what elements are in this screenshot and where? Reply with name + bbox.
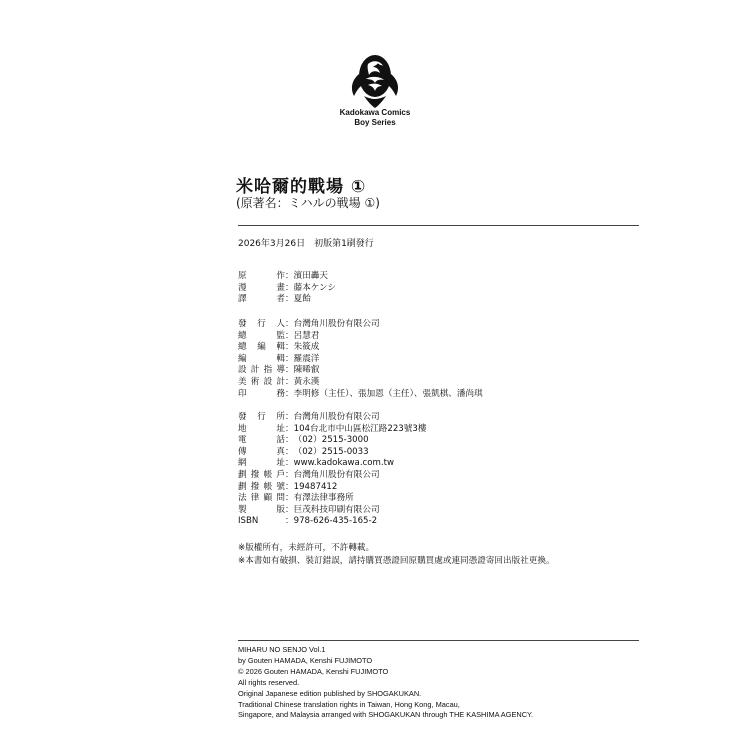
credit-label: 漫 畫 bbox=[238, 282, 285, 293]
credit-label: 地 址 bbox=[238, 423, 285, 434]
credit-value: （02）2515-3000 bbox=[293, 435, 369, 446]
credit-label: 美術設計 bbox=[238, 376, 285, 387]
credit-label: 總 監 bbox=[238, 330, 285, 341]
credit-value: 濱田轟天 bbox=[293, 271, 328, 281]
credit-row: 電 話 ： （02）2515-3000 bbox=[238, 435, 369, 446]
credit-label: 印 務 bbox=[238, 388, 285, 399]
credit-row: 美術設計 ： 黃永漢 bbox=[238, 376, 320, 387]
credit-row: 劃撥帳號 ： 19487412 bbox=[238, 481, 338, 492]
print-date: 2026年3月26日 初版第1刷發行 bbox=[238, 239, 374, 249]
credit-row: 設計指導 ： 陳晞叡 bbox=[238, 365, 320, 376]
credit-row: 發行所 ： 台灣角川股份有限公司 bbox=[238, 412, 380, 422]
credit-label: 總編輯 bbox=[238, 342, 285, 353]
credit-label: 法律顧問 bbox=[238, 493, 285, 504]
credit-value: www.kadokawa.com.tw bbox=[293, 458, 395, 469]
credit-value: 有澤法律事務所 bbox=[293, 493, 354, 504]
credit-label: 原 作 bbox=[238, 271, 285, 281]
credit-value: 104台北市中山區松江路223號3樓 bbox=[293, 423, 427, 434]
credit-row: ISBN ： 978-626-435-165-2 bbox=[238, 516, 378, 527]
credit-label: 發行所 bbox=[238, 412, 285, 422]
english-line: All rights reserved. bbox=[238, 677, 300, 687]
credit-label: 製 版 bbox=[238, 504, 285, 515]
english-line: Original Japanese edition published by SHOGAKUKAN. bbox=[238, 688, 422, 698]
original-title: (原著名：ミハルの戦場 ①) bbox=[236, 196, 380, 210]
credit-row: 發行人 ： 台灣角川股份有限公司 bbox=[238, 319, 380, 329]
credit-value: 巨茂科技印刷有限公司 bbox=[293, 504, 380, 515]
english-line: by Gouten HAMADA, Kenshi FUJIMOTO bbox=[238, 655, 373, 665]
divider-top bbox=[238, 225, 639, 226]
english-line: MIHARU NO SENJO Vol.1 bbox=[238, 645, 326, 654]
credit-value: 台灣角川股份有限公司 bbox=[293, 469, 380, 480]
credit-label: 網 址 bbox=[238, 458, 285, 469]
phoenix-emblem-icon bbox=[342, 52, 408, 110]
credit-row: 編 輯 ： 羅震洋 bbox=[238, 353, 320, 364]
credit-value: 黃永漢 bbox=[293, 376, 320, 387]
credit-row: 印 務 ： 李明修（主任）、張加恩（主任）、張凱棋、潘尚琪 bbox=[238, 388, 483, 399]
english-line: Singapore, and Malaysia arranged with SHOGAKUKAN through THE KASHIMA AGENCY. bbox=[238, 710, 534, 720]
credit-value: 978-626-435-165-2 bbox=[293, 516, 378, 527]
credit-label: 編 輯 bbox=[238, 353, 285, 364]
credit-label: 電 話 bbox=[238, 435, 285, 446]
credit-label: 劃撥帳戶 bbox=[238, 469, 285, 480]
note-line: ※版權所有，未經許可，不許轉載。 bbox=[238, 543, 375, 553]
credit-row: 總編輯 ： 朱筱成 bbox=[238, 342, 320, 353]
credit-label: 劃撥帳號 bbox=[238, 481, 285, 492]
credit-value: 台灣角川股份有限公司 bbox=[293, 412, 380, 422]
credit-value: 李明修（主任）、張加恩（主任）、張凱棋、潘尚琪 bbox=[293, 388, 483, 399]
credit-label: ISBN bbox=[238, 516, 259, 527]
credits-staff bbox=[238, 319, 483, 400]
credit-row: 傳 真 ： （02）2515-0033 bbox=[238, 446, 369, 457]
credit-value: 朱筱成 bbox=[293, 342, 320, 353]
brand-line-kadokawa-comics: Kadokawa Comics bbox=[339, 108, 411, 117]
credit-label: 譯 者 bbox=[238, 294, 285, 305]
english-line: Traditional Chinese translation rights in Taiwan, Hong Kong, Macau, bbox=[238, 699, 460, 709]
brand-line-boy-series: Boy Series bbox=[354, 118, 396, 127]
credit-value: 呂慧君 bbox=[293, 330, 320, 341]
credit-value: 陳晞叡 bbox=[293, 365, 320, 376]
credit-value: 羅震洋 bbox=[293, 353, 320, 364]
divider-bottom bbox=[238, 640, 639, 641]
credit-row: 製 版 ： 巨茂科技印刷有限公司 bbox=[238, 504, 380, 515]
credit-row: 譯 者 ： 夏飴 bbox=[238, 294, 311, 305]
credit-value: 19487412 bbox=[293, 481, 338, 492]
credit-label: 設計指導 bbox=[238, 365, 285, 376]
credit-label: 發行人 bbox=[238, 319, 285, 329]
credits-authors bbox=[238, 271, 336, 306]
credit-row: 總 監 ： 呂慧君 bbox=[238, 330, 320, 341]
english-copyright bbox=[238, 645, 533, 721]
credit-row: 法律顧問 ： 有澤法律事務所 bbox=[238, 493, 354, 504]
credit-row: 地 址 ： 104台北市中山區松江路223號3樓 bbox=[238, 423, 427, 434]
credit-row: 原 作 ： 濱田轟天 bbox=[238, 271, 328, 281]
credit-value: 台灣角川股份有限公司 bbox=[293, 319, 380, 329]
credit-row: 劃撥帳戶 ： 台灣角川股份有限公司 bbox=[238, 469, 380, 480]
credit-label: 傳 真 bbox=[238, 446, 285, 457]
credit-value: （02）2515-0033 bbox=[293, 446, 369, 457]
note-line: ※本書如有破損、裝訂錯誤，請持購買憑證回原購買處或連同憑證寄回出版社更換。 bbox=[238, 555, 555, 566]
book-title: 米哈爾的戰場 ① bbox=[236, 177, 367, 197]
copyright-notes bbox=[238, 542, 555, 567]
credit-row: 網 址 ： www.kadokawa.com.tw bbox=[238, 458, 395, 469]
credit-row: 漫 畫 ： 藤本ケンシ bbox=[238, 282, 336, 293]
credit-value: 夏飴 bbox=[293, 294, 311, 305]
english-line: © 2026 Gouten HAMADA, Kenshi FUJIMOTO bbox=[238, 666, 389, 676]
credit-value: 藤本ケンシ bbox=[293, 282, 336, 293]
credits-publisher-info bbox=[238, 412, 426, 528]
